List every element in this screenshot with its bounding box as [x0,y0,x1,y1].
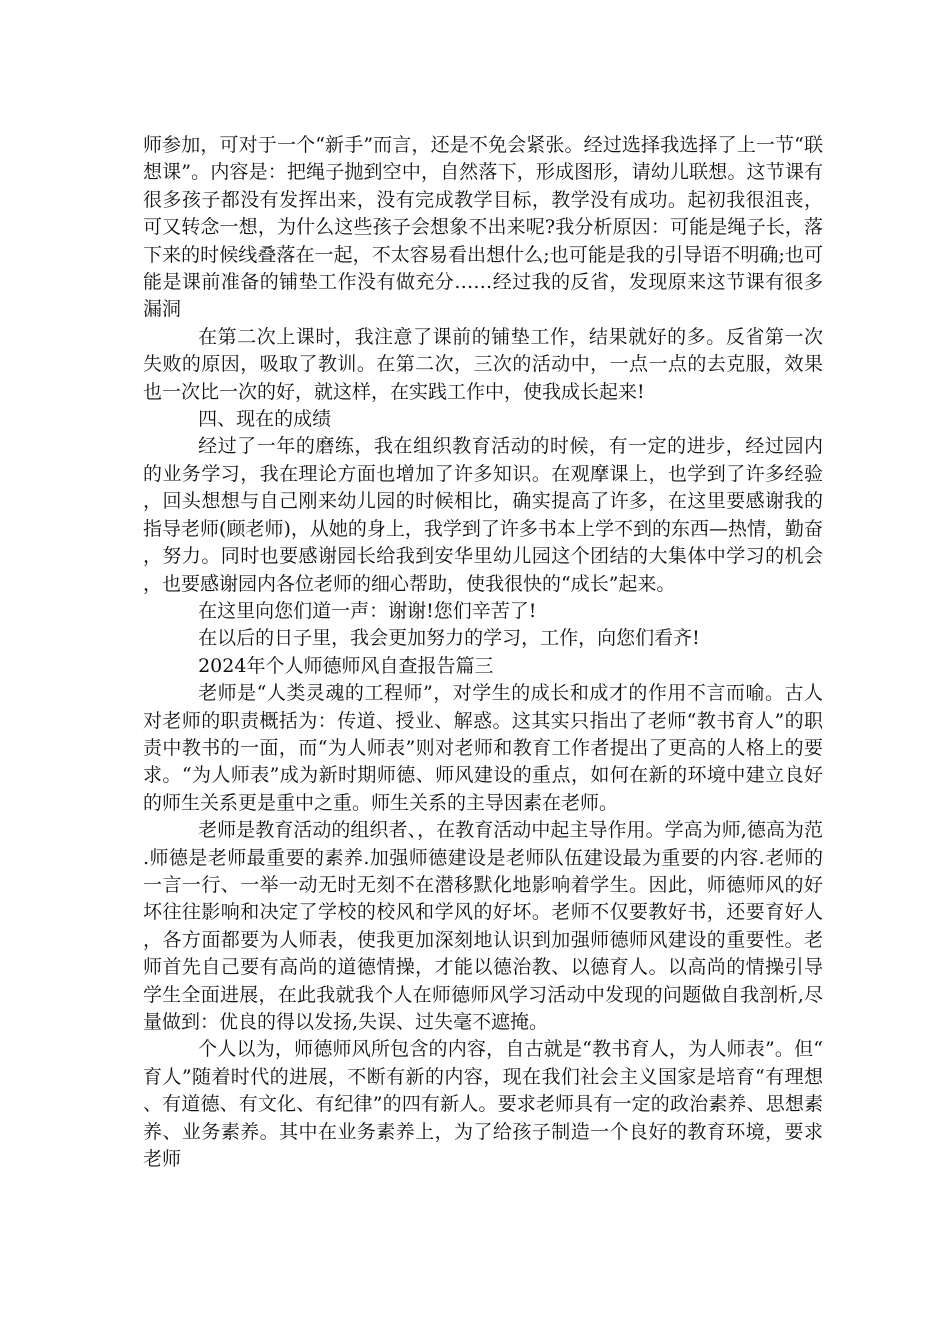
paragraph-1: 师参加，可对于一个“新手”而言，还是不免会紧张。经过选择我选择了上一节“联想课”。内容是：把绳子抛到空中，自然落下，形成图形，请幼儿联想。这节课有很多孩子都没有发挥出来，没有完成教学目标，教学没有成功。起初我很沮丧，可又转念一想，为什么这些孩子会想象不出来呢?我分析原因：可能是绳子长，落下来的时候线叠落在一起，不太容易看出想什么;也可能是我的引导语不明确;也可能是课前准备的铺垫工作没有做充分……经过我的反省，发现原来这节课有很多漏洞 [143,134,823,321]
paragraph-5: 在以后的日子里，我会更加努力的学习，工作，向您们看齐! [198,627,700,650]
paragraph-2: 在第二次上课时，我注意了课前的铺垫工作，结果就好的多。反省第一次失败的原因，吸取了教训。在第二次，三次的活动中，一点一点的去克服，效果也一次比一次的好，就这样，在实践工作中，使我成长起来! [143,325,823,403]
paragraph-4: 在这里向您们道一声：谢谢!您们辛苦了! [198,599,537,622]
paragraph-6: 老师是“人类灵魂的工程师”，对学生的成长和成才的作用不言而喻。古人对老师的职责概括为：传道、授业、解惑。这其实只指出了老师“教书育人”的职责中教书的一面，而“为人师表”则对老师和教育工作者提出了更高的人格上的要求。“为人师表”成为新时期师德、师风建设的重点，如何在新的环境中建立良好的师生关系更是重中之重。师生关系的主导因素在老师。 [143,682,823,814]
section-heading-current-achievements: 四、现在的成绩 [198,408,332,431]
paragraph-7: 老师是教育活动的组织者、，在教育活动中起主导作用。学高为师,德高为范.师德是老师最重要的素养.加强师德建设是老师队伍建设最为重要的内容.老师的一言一行、一举一动无时无刻不在潜移默化地影响着学生。因此，师德师风的好坏往往影响和决定了学校的校风和学风的好坏。老师不仅要教好书，还要育好人，各方面都要为人师表，使我更加深刻地认识到加强师德师风建设的重要性。老师首先自己要有高尚的道德情操，才能以德治教、以德育人。以高尚的情操引导学生全面进展，在此我就我个人在师德师风学习活动中发现的问题做自我剖析,尽量做到：优良的得以发扬,失误、过失毫不遮掩。 [143,819,823,1033]
paragraph-8: 个人以为，师德师风所包含的内容，自古就是“教书育人，为人师表”。但“育人”随着时代的进展，不断有新的内容，现在我们社会主义国家是培育“有理想、有道德、有文化、有纪律”的四有新人。要求老师具有一定的政治素养、思想素养、业务素养。其中在业务素养上，为了给孩子制造一个良好的教育环境，要求老师 [143,1038,823,1171]
document-body [143,132,823,1173]
report-section-title: 2024年个人师德师风自查报告篇三 [198,654,494,677]
paragraph-3: 经过了一年的磨练，我在组织教育活动的时候，有一定的进步，经过园内的业务学习，我在理论方面也增加了许多知识。在观摩课上，也学到了许多经验，回头想想与自己刚来幼儿园的时候相比，确实提高了许多，在这里要感谢我的指导老师(顾老师)，从她的身上，我学到了许多书本上学不到的东西—热情，勤奋，努力。同时也要感谢园长给我到安华里幼儿园这个团结的大集体中学习的机会，也要感谢园内各位老师的细心帮助，使我很快的“成长”起来。 [143,435,823,595]
